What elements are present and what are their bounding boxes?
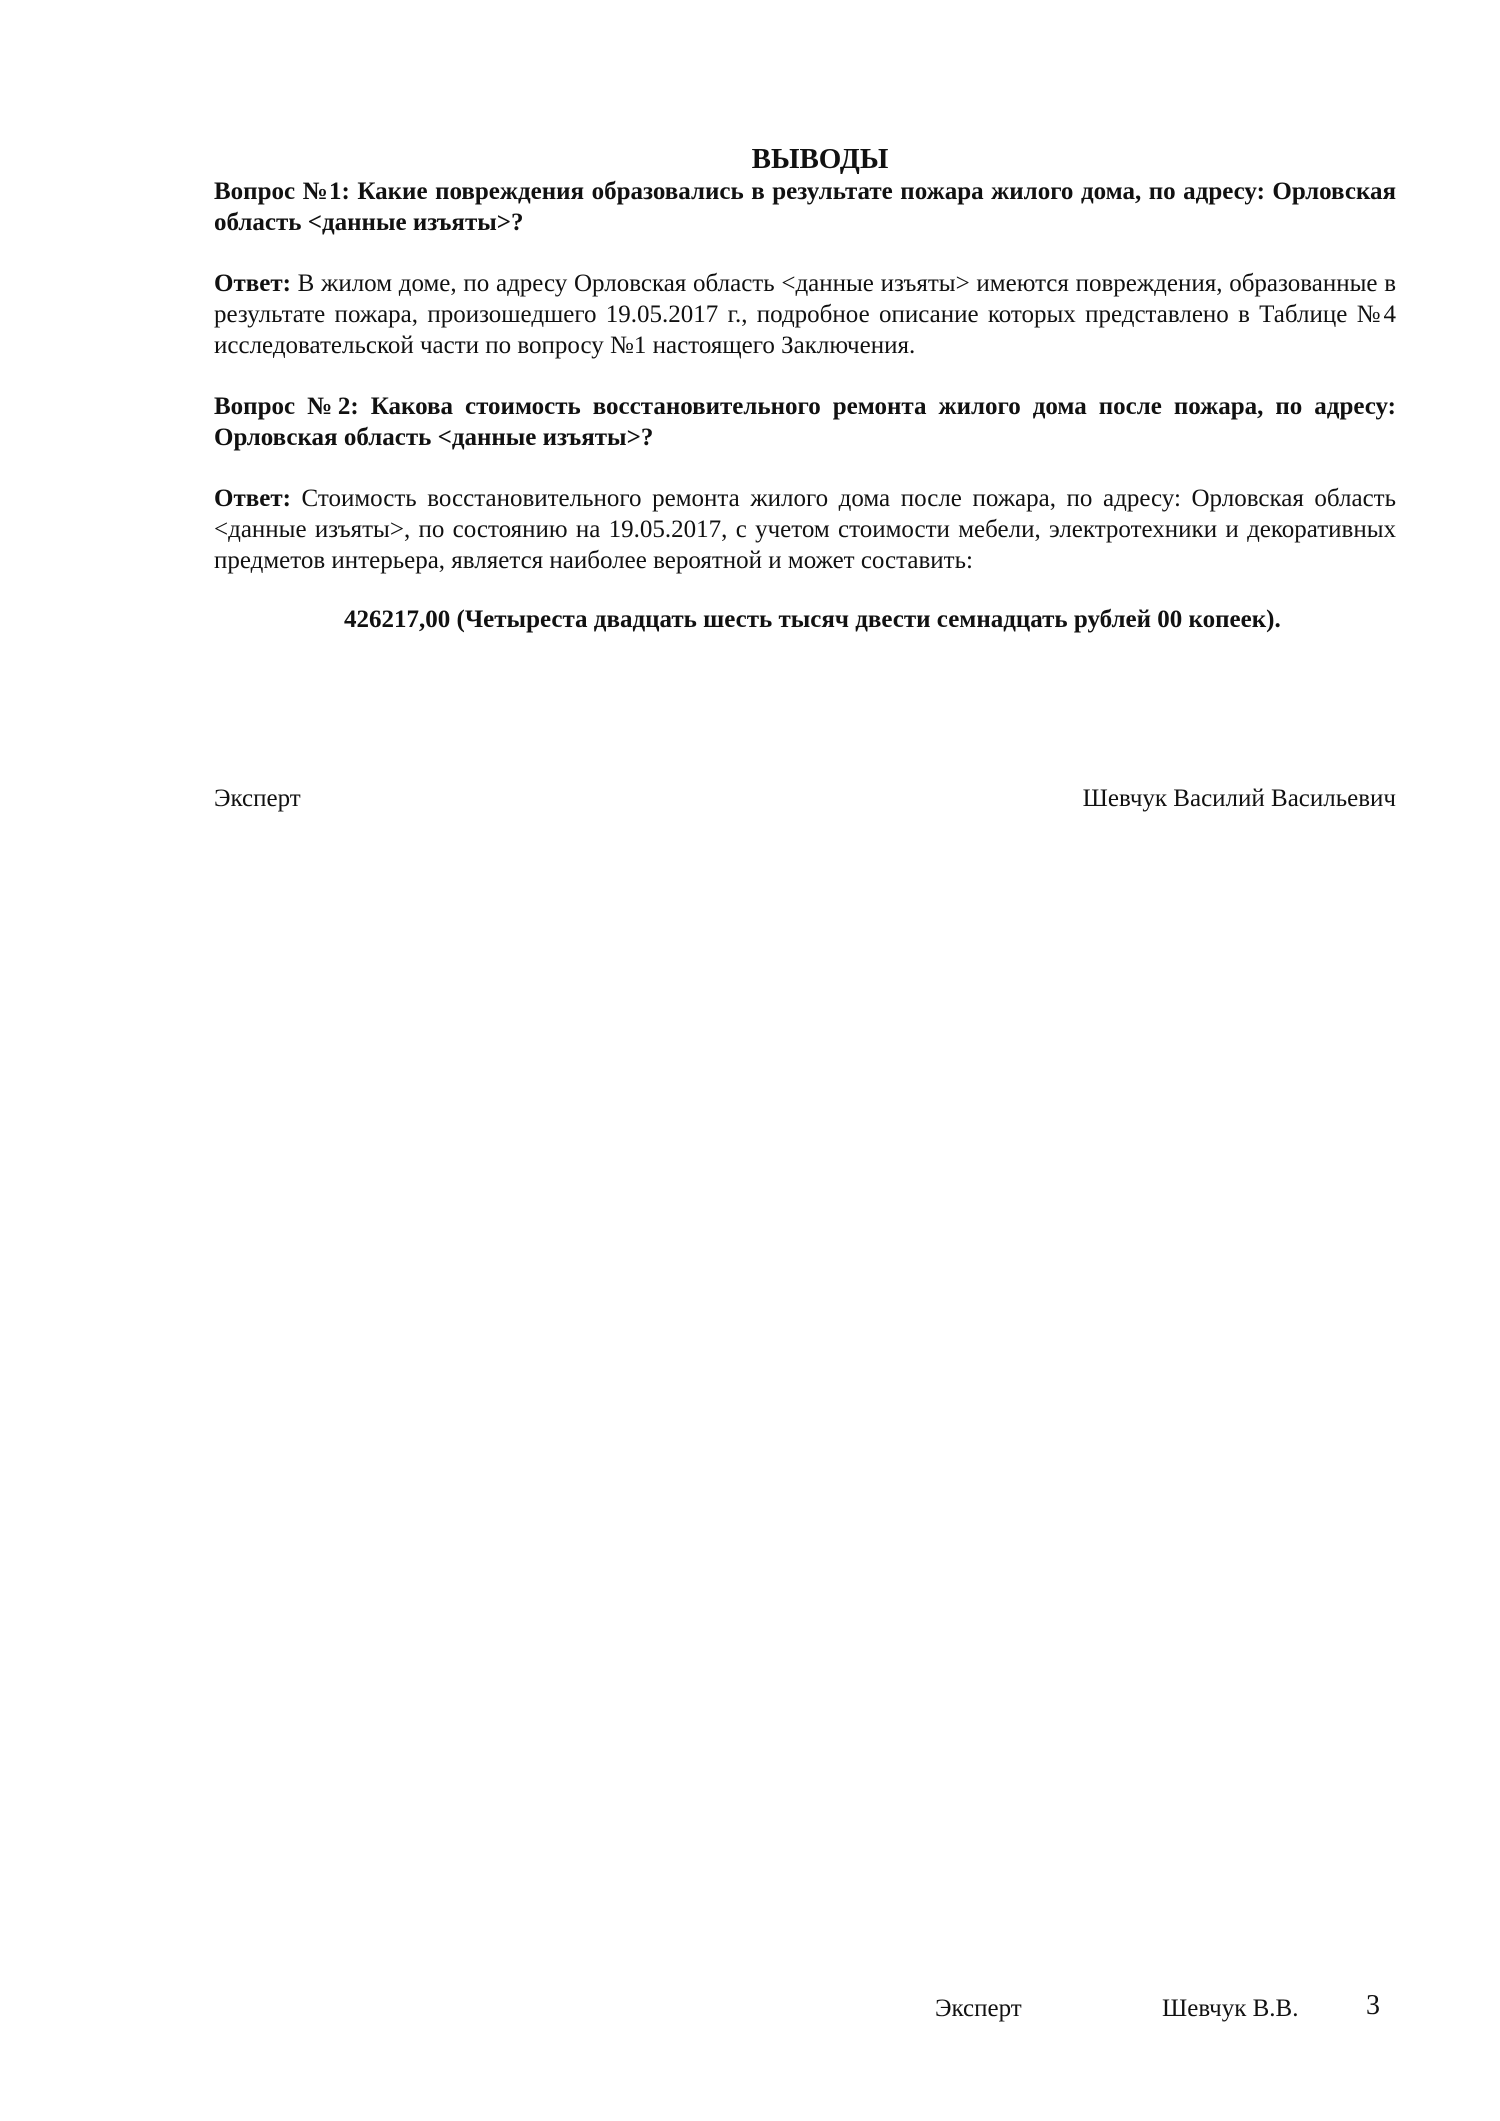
question-2	[214, 391, 1396, 453]
answer-2-text: Стоимость восстановительного ремонта жилого дома после пожара, по адресу: Орловская область <данные изъяты>, по состоянию на 19.05.2017, с учетом стоимости мебели, электротехники и декоративных предметов интерьера, является наиболее вероятной и может составить:	[214, 485, 1396, 574]
answer-2	[214, 483, 1396, 576]
document-title: ВЫВОДЫ	[751, 143, 889, 175]
question-1-text: Какие повреждения образовались в результате пожара жилого дома, по адресу: Орловская область <данные изъяты>?	[214, 178, 1396, 236]
question-2-text: Какова стоимость восстановительного ремонта жилого дома после пожара, по адресу: Орловская область <данные изъяты>?	[214, 393, 1397, 451]
answer-1-label: Ответ:	[214, 270, 291, 297]
footer-name: Шевчук В.В.	[1162, 1995, 1299, 2022]
document-body	[214, 142, 1396, 635]
signature-role: Эксперт	[214, 785, 301, 812]
signature-block	[214, 783, 1396, 814]
answer-1	[214, 268, 1396, 361]
answer-2-label: Ответ:	[214, 485, 291, 512]
cost-amount: 426217,00 (Четыреста двадцать шесть тысяч двести семнадцать рублей 00 копеек).	[344, 606, 1281, 633]
answer-1-text: В жилом доме, по адресу Орловская область <данные изъяты> имеются повреждения, образованные в результате пожара, произошедшего 19.05.2017 г., подробное описание которых представлено в Таблице №4 исследовательской части по вопросу №1 настоящего Заключения.	[214, 270, 1396, 359]
question-1-label: Вопрос №1:	[214, 178, 350, 205]
signature-name: Шевчук Василий Васильевич	[1082, 785, 1396, 812]
question-1	[214, 176, 1396, 238]
question-2-label: Вопрос №2:	[214, 393, 359, 420]
page-number: 3	[1366, 1990, 1380, 2021]
footer-role: Эксперт	[935, 1995, 1022, 2022]
